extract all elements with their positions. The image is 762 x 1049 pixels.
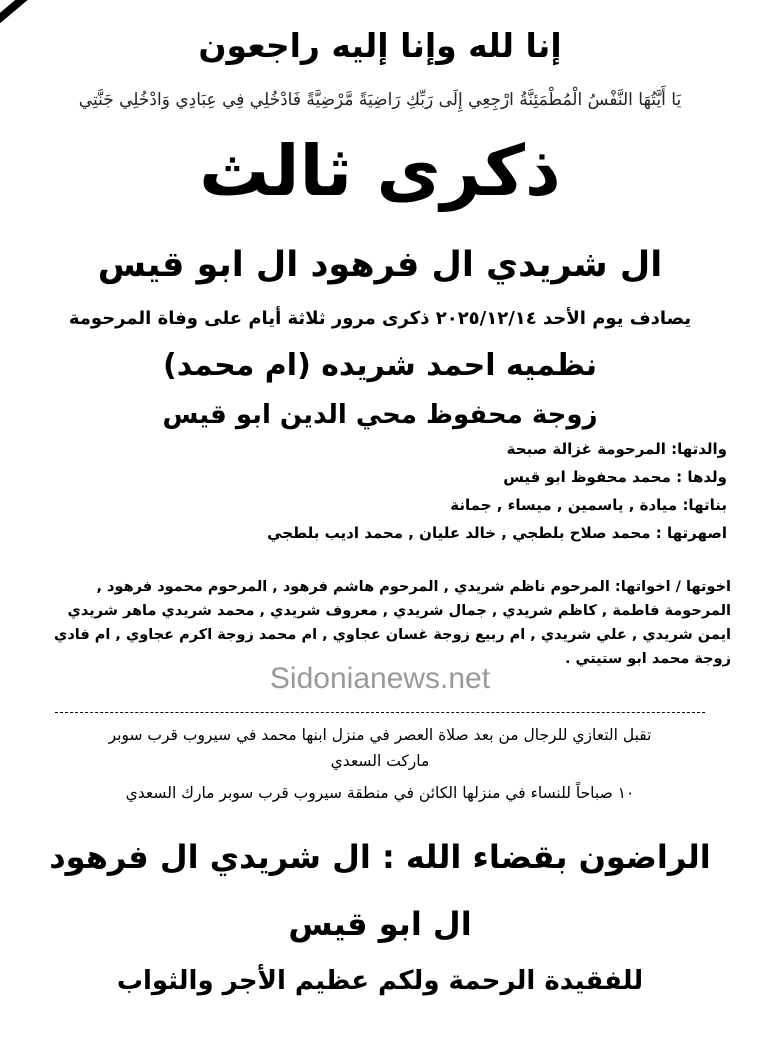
accepting-family-line: الراضون بقضاء الله : ال شريدي ال فرهود (50, 838, 712, 876)
condolence-men-line: ماركت السعدي (331, 752, 431, 770)
memorial-intro: يصادف يوم الأحد ٢٠٢٥/١٢/١٤ ذكرى مرور ثلاثة أيام على وفاة المرحومة (69, 308, 693, 329)
relative-mother: والدتها: المرحومة غزالة صبحة (507, 440, 728, 458)
accepting-family-line-2: ال ابو قيس (289, 905, 473, 943)
site-watermark: Sidonianews.net (270, 662, 492, 695)
condolence-men-line: تقبل التعازي للرجال من بعد صلاة العصر في منزل ابنها محمد في سيروب قرب سوبر (109, 726, 653, 744)
siblings-line: ايمن شريدي , علي شريدي , ام ربيع زوجة غسان عجاوي , ام محمد زوجة اكرم عجاوي , ام فادي (55, 627, 732, 643)
deceased-name: نظميه احمد شريده (ام محمد) (164, 348, 598, 383)
siblings-block (30, 575, 732, 671)
quran-verse: يَا أَيَّتُهَا النَّفْسُ الْمُطْمَئِنَّةُ ارْجِعِي إِلَى رَبِّكِ رَاضِيَةً مَّرْضِيَّةً فَادْخُلِي فِي عِبَادِي وَادْخُلِي جَنَّتِي (79, 90, 683, 110)
husband-name: زوجة محفوظ محي الدين ابو قيس (163, 400, 599, 430)
opening-phrase: إنا لله وإنا إليه راجعون (199, 26, 563, 65)
closing-prayer: للفقيدة الرحمة ولكم عظيم الأجر والثواب (117, 966, 645, 996)
siblings-line: المرحومة فاطمة , كاظم شريدي , جمال شريدي , معروف شريدي , محمد شريدي ماهر شريدي (68, 603, 732, 619)
condolence-men (40, 722, 722, 774)
relative-daughters: بناتها: ميادة , ياسمين , ميساء , جمانة (451, 496, 728, 514)
dashed-divider (56, 712, 706, 713)
relative-sons-in-law: اصهرتها : محمد صلاح بلطجي , خالد عليان , محمد اديب بلطجي (268, 524, 728, 542)
siblings-line: اخوتها / اخواتها: المرحوم ناظم شريدي , المرحوم هاشم فرهود , المرحوم محمود فرهود , (97, 579, 732, 595)
relative-son: ولدها : محمد محفوظ ابو قيس (504, 468, 728, 486)
family-names: ال شريدي ال فرهود ال ابو قيس (98, 245, 664, 285)
siblings-line: زوجة محمد ابو ستيتي . (565, 651, 732, 667)
condolence-women: ١٠ صباحاً للنساء في منزلها الكائن في منطقة سيروب قرب سوبر مارك السعدي (126, 784, 636, 802)
memorial-title: ذكرى ثالث (200, 130, 562, 212)
